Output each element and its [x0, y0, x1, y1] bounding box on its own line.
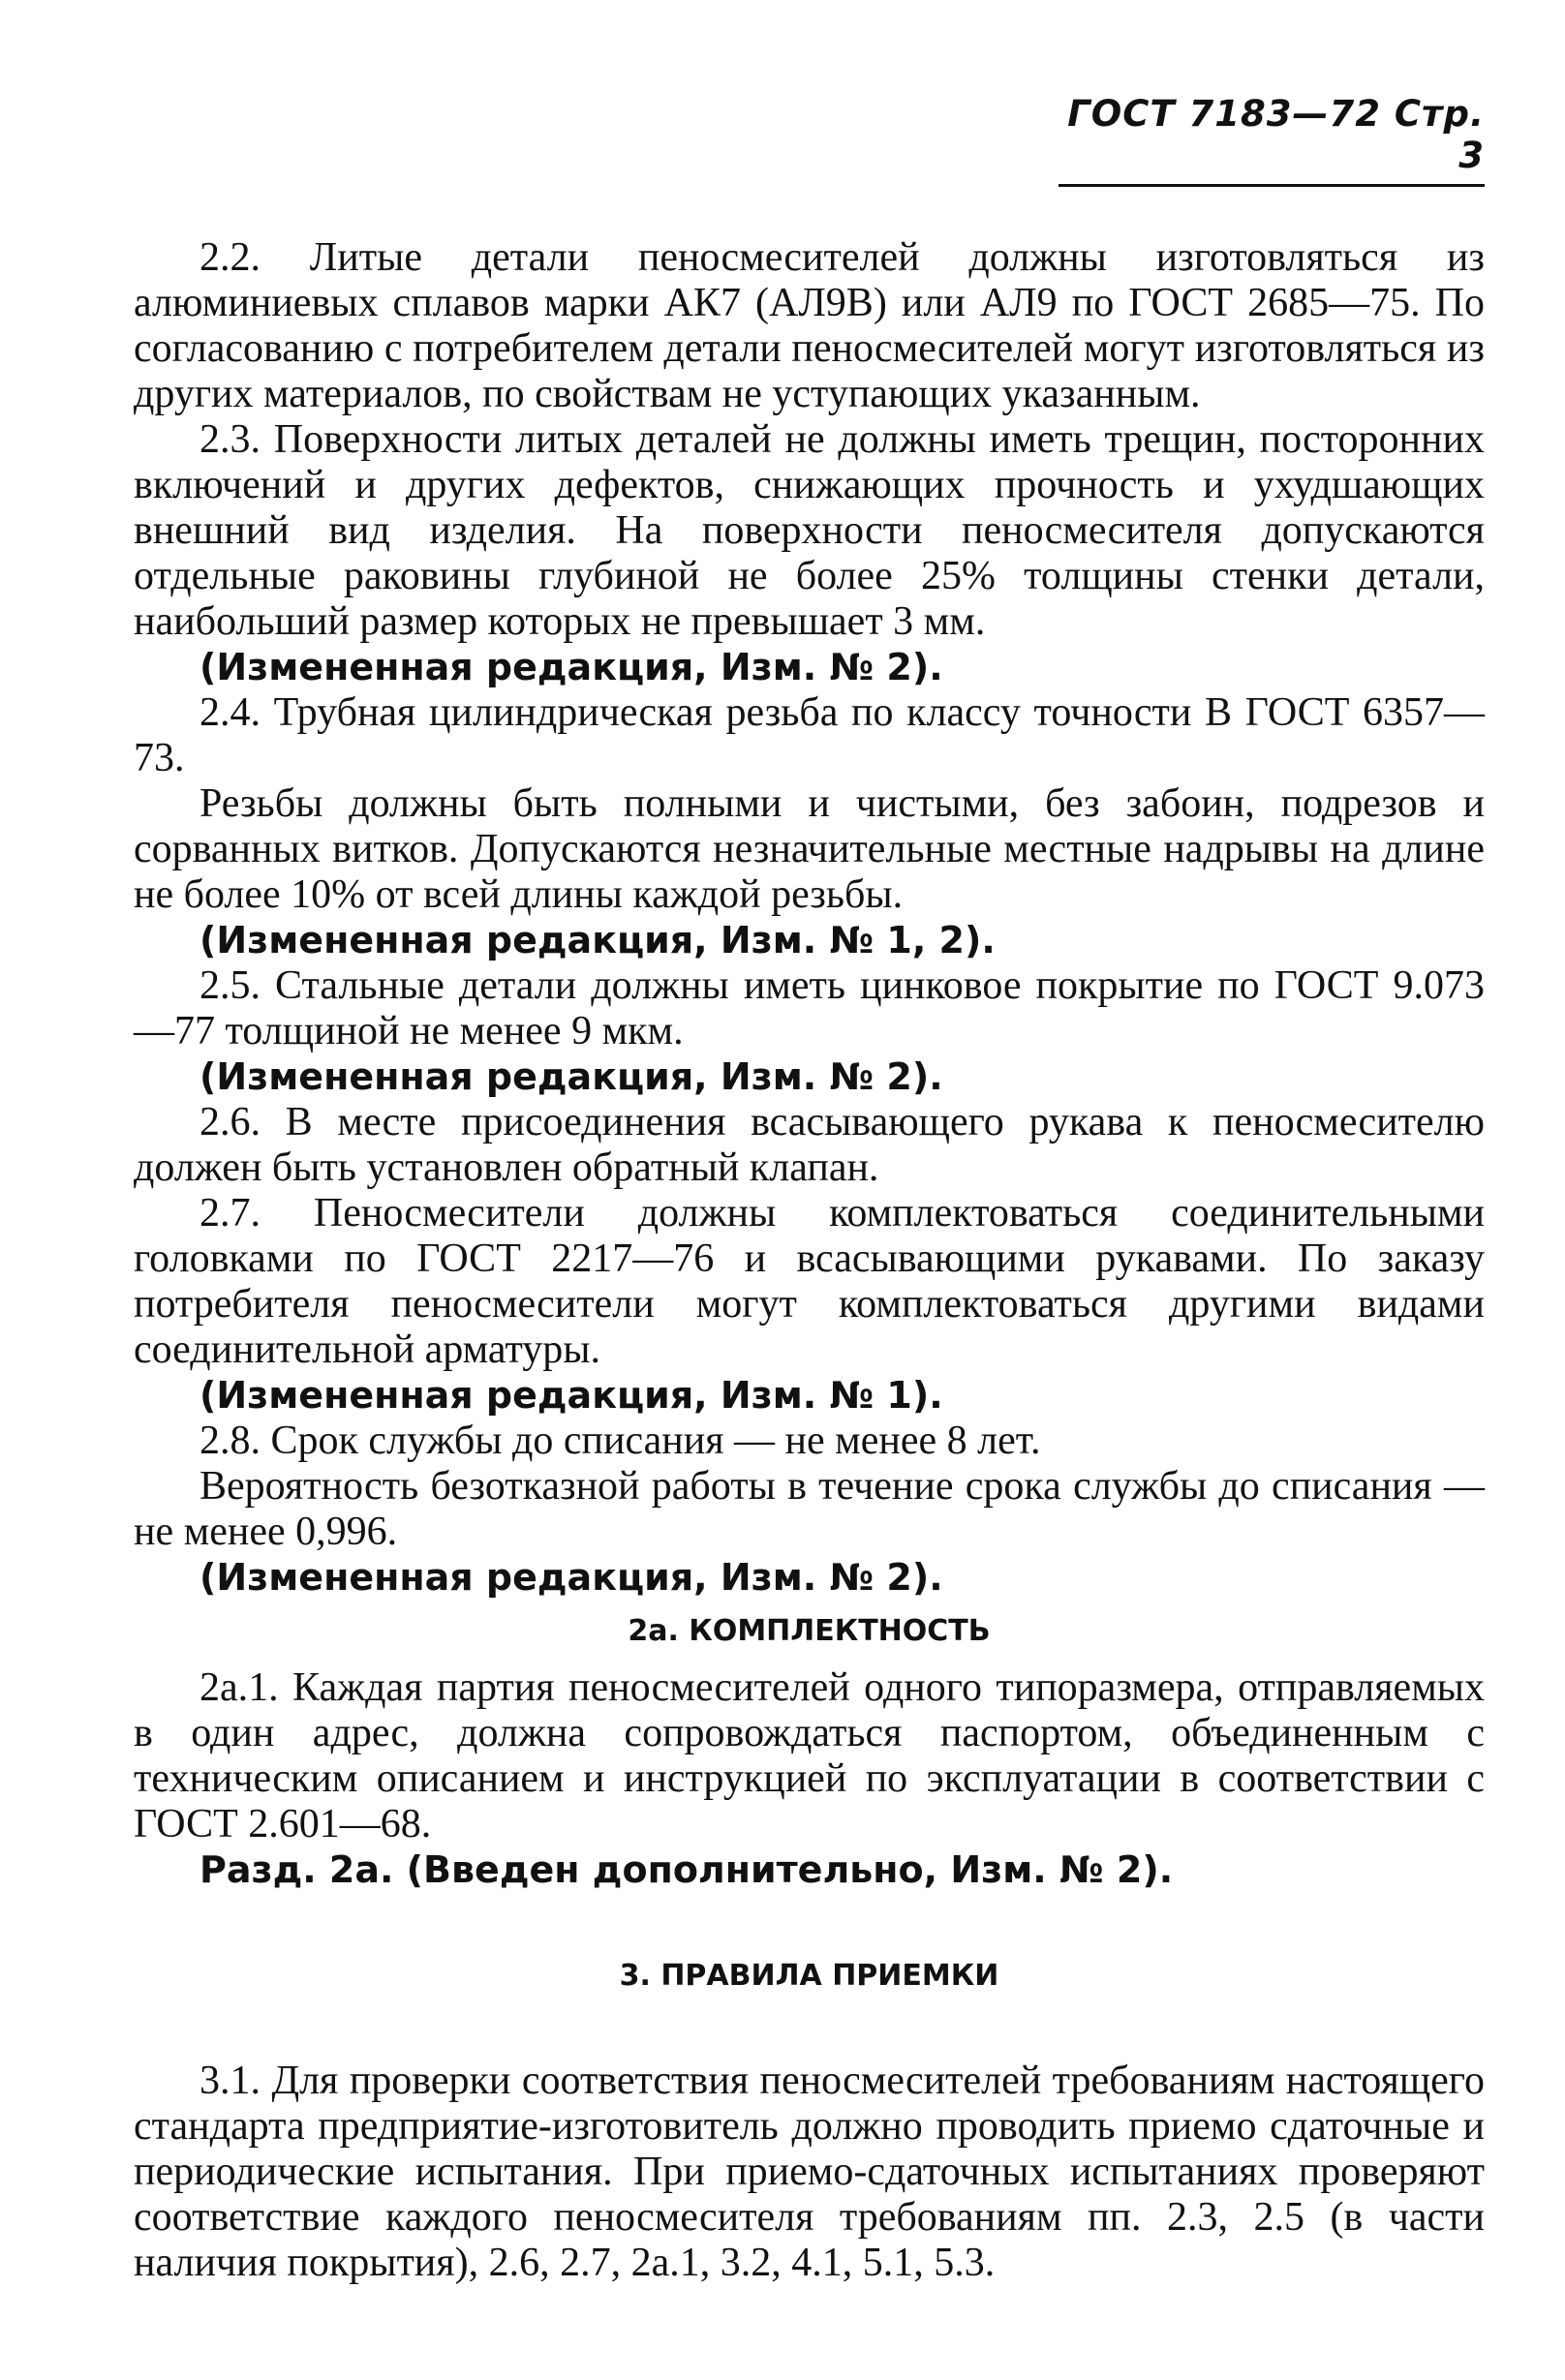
clause-2-2: 2.2. Литые детали пеносмесителей должны изготовляться из алюминиевых сплавов марки АК7 (АЛ9В) или АЛ9 по ГОСТ 2685—75. По согласованию с потребителем детали пеносмесителей могут изготовляться из других материалов, по свойствам не уступающих указанным. [134, 235, 1485, 416]
amendment-note-2-8: (Измененная редакция, Изм. № 2). [199, 1556, 943, 1599]
clause-2-8-reliability: Вероятность безотказной работы в течение срока службы до списания — не менее 0,996. [134, 1464, 1485, 1554]
clause-2-4: 2.4. Трубная цилиндрическая резьба по классу точности В ГОСТ 6357—73. [134, 690, 1485, 780]
clause-2a-1: 2а.1. Каждая партия пеносмесителей одного типоразмера, отправляемых в один адрес, должна сопровождаться паспортом, объединенным с техническим описанием и инструкцией по эксплуатации в соответствии с ГОСТ 2.601—68. [134, 1665, 1485, 1846]
clause-3-1: 3.1. Для проверки соответствия пеносмесителей требованиям настоящего стандарта предприятие-изготовитель должно проводить приемо сдаточные и периодические испытания. При приемо-сдаточных испытаниях проверяют соответствие каждого пеносмесителя требованиям пп. 2.3, 2.5 (в части наличия покрытия), 2.6, 2.7, 2а.1, 3.2, 4.1, 5.1, 5.3. [134, 2059, 1485, 2285]
amendment-note-2-3: (Измененная редакция, Изм. № 2). [199, 646, 943, 688]
clause-2-8: 2.8. Срок службы до списания — не менее 8 лет. [199, 1419, 1041, 1463]
amendment-note-2-7: (Измененная редакция, Изм. № 1). [199, 1374, 943, 1417]
document-page [134, 93, 1485, 2286]
clause-2-7: 2.7. Пеносмесители должны комплектоваться соединительными головками по ГОСТ 2217—76 и всасывающими рукавами. По заказу потребителя пеносмесители могут комплектоваться другими видами соединительной арматуры. [134, 1191, 1485, 1372]
amendment-note-2-5: (Измененная редакция, Изм. № 2). [199, 1055, 943, 1098]
section-heading-3: 3. ПРАВИЛА ПРИЕМКИ [619, 1959, 999, 1993]
amendment-note-2-4: (Измененная редакция, Изм. № 1, 2). [199, 919, 996, 961]
clause-2-5: 2.5. Стальные детали должны иметь цинковое покрытие по ГОСТ 9.073—77 толщиной не менее 9 мкм. [134, 963, 1485, 1053]
running-header: ГОСТ 7183—72 Стр. 3 [1059, 93, 1485, 187]
amendment-note-section-2a: Разд. 2а. (Введен дополнительно, Изм. № 2). [199, 1848, 1174, 1891]
clause-2-6: 2.6. В месте присоединения всасывающего рукава к пеносмесителю должен быть установлен обратный клапан. [134, 1100, 1485, 1190]
clause-2-4-thread: Резьбы должны быть полными и чистыми, без забоин, подрезов и сорванных витков. Допускаются незначительные местные надрывы на длине не более 10% от всей длины каждой резьбы. [134, 781, 1485, 917]
clause-2-3: 2.3. Поверхности литых деталей не должны иметь трещин, посторонних включений и других дефектов, снижающих прочность и ухудшающих внешний вид изделия. На поверхности пеносмесителя допускаются отдельные раковины глубиной не более 25% толщины стенки детали, наибольший размер которых не превышает 3 мм. [134, 417, 1485, 644]
section-heading-2a: 2а. КОМПЛЕКТНОСТЬ [628, 1614, 991, 1648]
